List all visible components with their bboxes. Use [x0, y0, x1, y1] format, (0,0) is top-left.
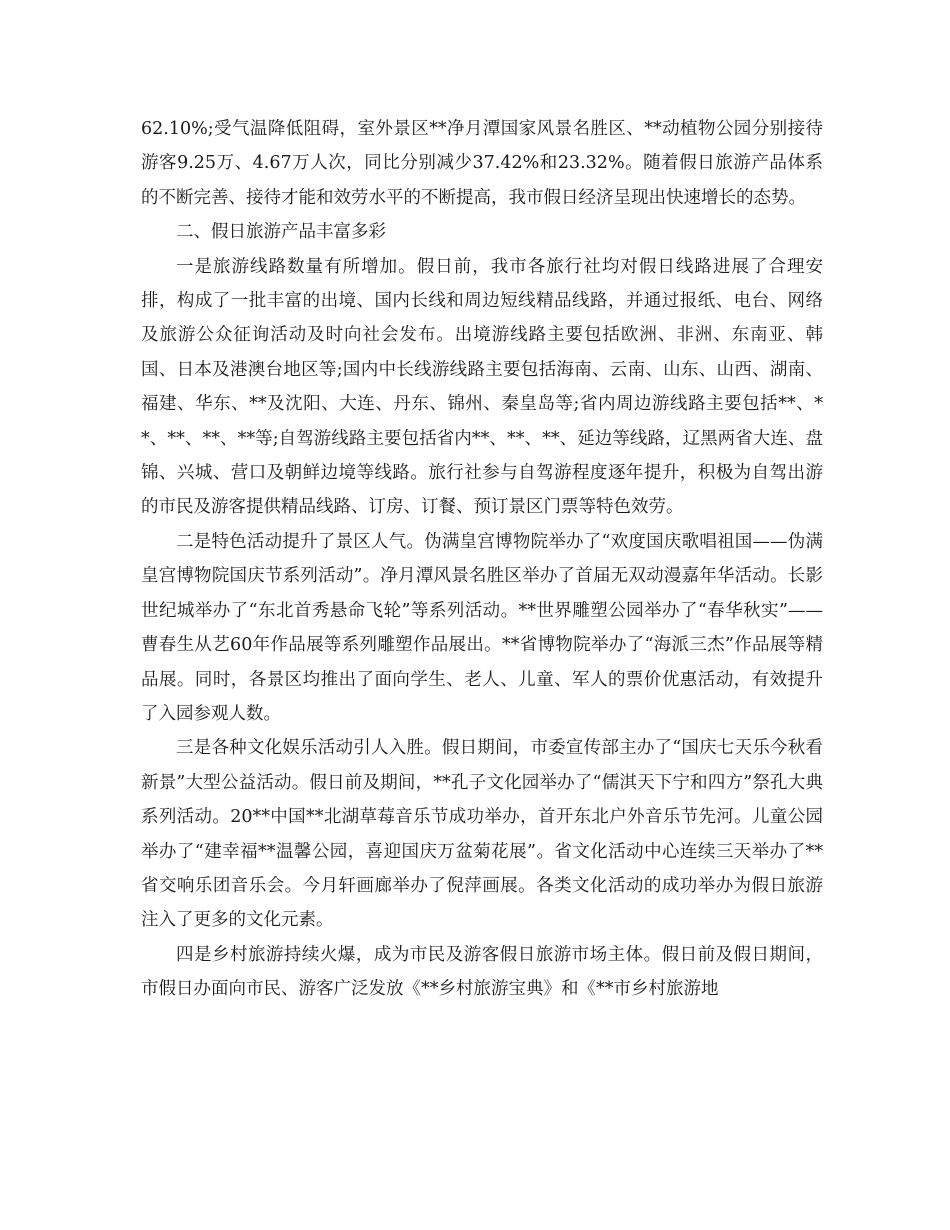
paragraph-rural-tourism: 四是乡村旅游持续火爆，成为市民及游客假日旅游市场主体。假日前及假日期间，市假日办面向市民、游客广泛发放《**乡村旅游宝典》和《**市乡村旅游地	[141, 944, 823, 1000]
document-body	[141, 112, 823, 1007]
paragraph-tour-routes: 一是旅游线路数量有所增加。假日前，我市各旅行社均对假日线路进展了合理安排，构成了一批丰富的出境、国内长线和周边短线精品线路，并通过报纸、电台、网络及旅游公众征询活动及时向社会发布。出境游线路主要包括欧洲、非洲、东南亚、韩国、日本及港澳台地区等;国内中长线游线路主要包括海南、云南、山东、山西、湖南、福建、华东、**及沈阳、大连、丹东、锦州、秦皇岛等;省内周边游线路主要包括**、**、**、**、**等;自驾游线路主要包括省内**、**、**、延边等线路，辽黑两省大连、盘锦、兴城、营口及朝鲜边境等线路。旅行社参与自驾游程度逐年提升，积极为自驾出游的市民及游客提供精品线路、订房、订餐、预订景区门票等特色效劳。	[141, 256, 823, 518]
paragraph-cultural-activities: 三是各种文化娱乐活动引人入胜。假日期间，市委宣传部主办了“国庆七天乐今秋看新景”大型公益活动。假日前及期间，**孔子文化园举办了“儒淇天下宁和四方”祭孔大典系列活动。20**中国**北湖草莓音乐节成功举办，首开东北户外音乐节先河。儿童公园举办了“建幸福**温馨公园，喜迎国庆万盆菊花展”。省文化活动中心连续三天举办了**省交响乐团音乐会。今月轩画廊举办了倪萍画展。各类文化活动的成功举办为假日旅游注入了更多的文化元素。	[141, 738, 823, 931]
paragraph-continuation: 62.10%;受气温降低阻碍，室外景区**净月潭国家风景名胜区、**动植物公园分别接待游客9.25万、4.67万人次，同比分别减少37.42%和23.32%。随着假日旅游产品体系的不断完善、接待才能和效劳水平的不断提高，我市假日经济呈现出快速增长的态势。	[141, 119, 823, 208]
section-heading: 二、假日旅游产品丰富多彩	[176, 222, 386, 243]
paragraph-special-activities: 二是特色活动提升了景区人气。伪满皇宫博物院举办了“欢度国庆歌唱祖国——伪满皇宫博物院国庆节系列活动”。净月潭风景名胜区举办了首届无双动漫嘉年华活动。长影世纪城举办了“东北首秀悬命飞轮”等系列活动。**世界雕塑公园举办了“春华秋实”——曹春生从艺60年作品展等系列雕塑作品展出。**省博物院举办了“海派三杰”作品展等精品展。同时，各景区均推出了面向学生、老人、儿童、军人的票价优惠活动，有效提升了入园参观人数。	[141, 531, 823, 724]
